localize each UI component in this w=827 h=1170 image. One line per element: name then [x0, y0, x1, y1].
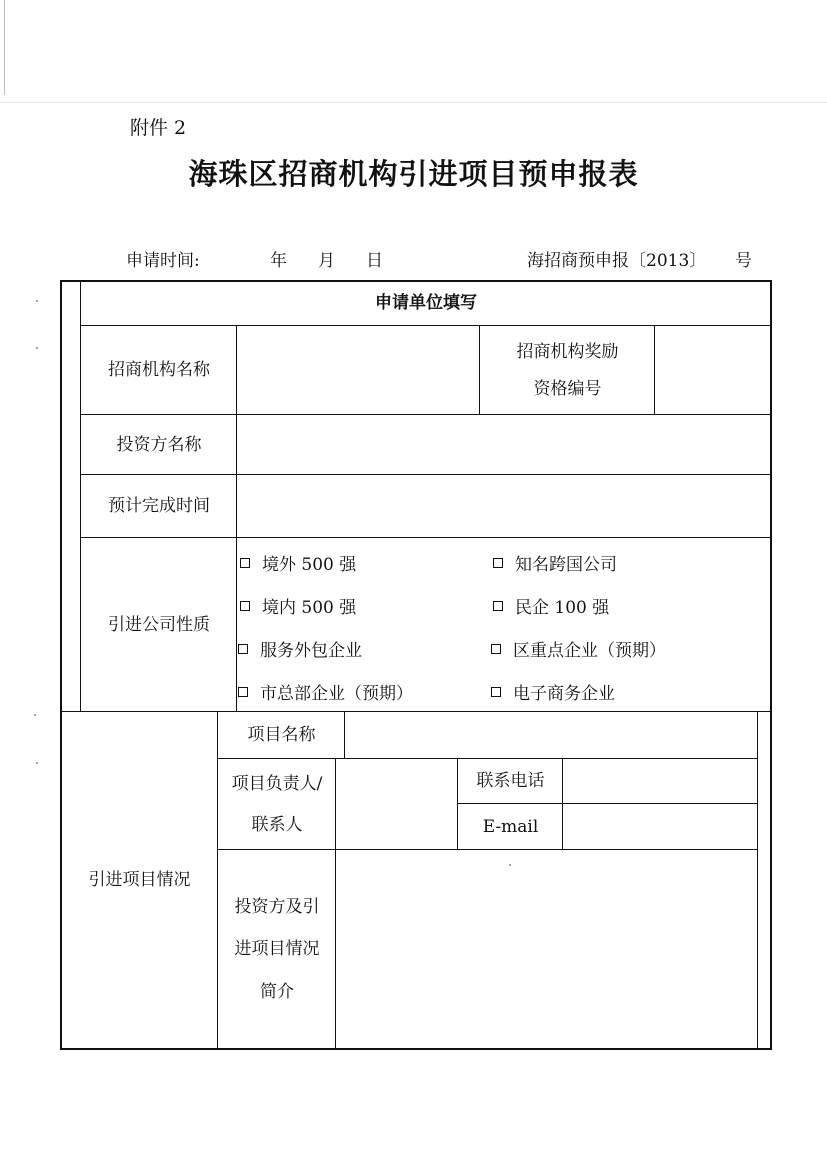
page-title: 海珠区招商机构引进项目预申报表	[188, 157, 639, 191]
option-label: 市总部企业（预期）	[260, 684, 413, 704]
option-multinational[interactable]	[493, 550, 617, 575]
project-name-label: 项目名称	[247, 725, 316, 746]
checkbox-icon	[491, 644, 501, 654]
reward-qual-label	[481, 327, 654, 414]
agency-name-label: 招商机构名称	[108, 360, 210, 381]
option-outsourcing[interactable]	[238, 636, 362, 661]
checkbox-icon	[240, 558, 250, 568]
reward-qual-field[interactable]	[656, 327, 770, 414]
apply-time-label: 申请时间:	[126, 251, 200, 271]
option-district-key[interactable]	[491, 636, 666, 661]
phone-field[interactable]	[564, 760, 765, 803]
option-label: 服务外包企业	[260, 641, 362, 661]
option-ecommerce[interactable]	[491, 679, 615, 704]
project-lead-label-line1: 项目负责人/	[231, 774, 323, 795]
year-label: 年	[270, 251, 287, 271]
option-city-hq[interactable]	[238, 679, 413, 704]
intro-label-line2: 进项目情况	[234, 939, 320, 960]
option-label: 电子商务企业	[513, 684, 615, 704]
phone-label: 联系电话	[476, 771, 545, 792]
reward-qual-label-line2: 资格编号	[533, 378, 602, 399]
checkbox-icon	[238, 644, 248, 654]
intro-label-line3: 简介	[260, 981, 294, 1002]
project-section-label: 引进项目情况	[88, 870, 191, 891]
option-label: 境内 500 强	[262, 598, 357, 618]
email-label: E-mail	[482, 816, 539, 837]
project-lead-label	[219, 760, 335, 849]
option-label: 区重点企业（预期）	[513, 641, 666, 661]
checkbox-icon	[491, 687, 501, 697]
scan-speck	[34, 714, 36, 716]
option-overseas-500[interactable]	[240, 550, 356, 575]
scan-speck	[36, 347, 38, 349]
doc-number-prefix: 海招商预申报〔2013〕	[527, 251, 707, 271]
doc-number-suffix: 号	[735, 251, 752, 271]
scan-speck	[36, 762, 38, 764]
investor-name-label: 投资方名称	[116, 434, 202, 455]
email-field[interactable]	[564, 805, 765, 849]
completion-time-field[interactable]	[238, 476, 770, 537]
investor-name-field[interactable]	[238, 416, 770, 474]
section-header: 申请单位填写	[375, 292, 477, 313]
scan-edge-artifact	[4, 0, 5, 95]
project-lead-field[interactable]	[337, 760, 465, 849]
option-domestic-500[interactable]	[240, 593, 356, 618]
agency-name-field[interactable]	[238, 327, 479, 414]
checkbox-icon	[238, 687, 248, 697]
intro-field[interactable]	[337, 851, 765, 1048]
month-label: 月	[318, 251, 335, 271]
project-lead-label-line2: 联系人	[251, 814, 303, 835]
checkbox-icon	[240, 601, 250, 611]
checkbox-icon	[493, 601, 503, 611]
scan-line-artifact	[0, 102, 827, 103]
intro-label-line1: 投资方及引	[234, 896, 320, 917]
completion-time-label: 预计完成时间	[108, 496, 210, 517]
day-label: 日	[366, 251, 383, 271]
company-nature-label: 引进公司性质	[108, 614, 210, 635]
reward-qual-label-line1: 招商机构奖励	[516, 342, 619, 363]
scan-speck	[36, 300, 38, 302]
intro-label	[219, 851, 335, 1048]
option-private-100[interactable]	[493, 593, 609, 618]
option-label: 民企 100 强	[515, 598, 610, 618]
option-label: 知名跨国公司	[515, 555, 617, 575]
project-name-field[interactable]	[346, 713, 765, 758]
option-label: 境外 500 强	[262, 555, 357, 575]
attachment-label: 附件 2	[130, 117, 187, 139]
checkbox-icon	[493, 558, 503, 568]
